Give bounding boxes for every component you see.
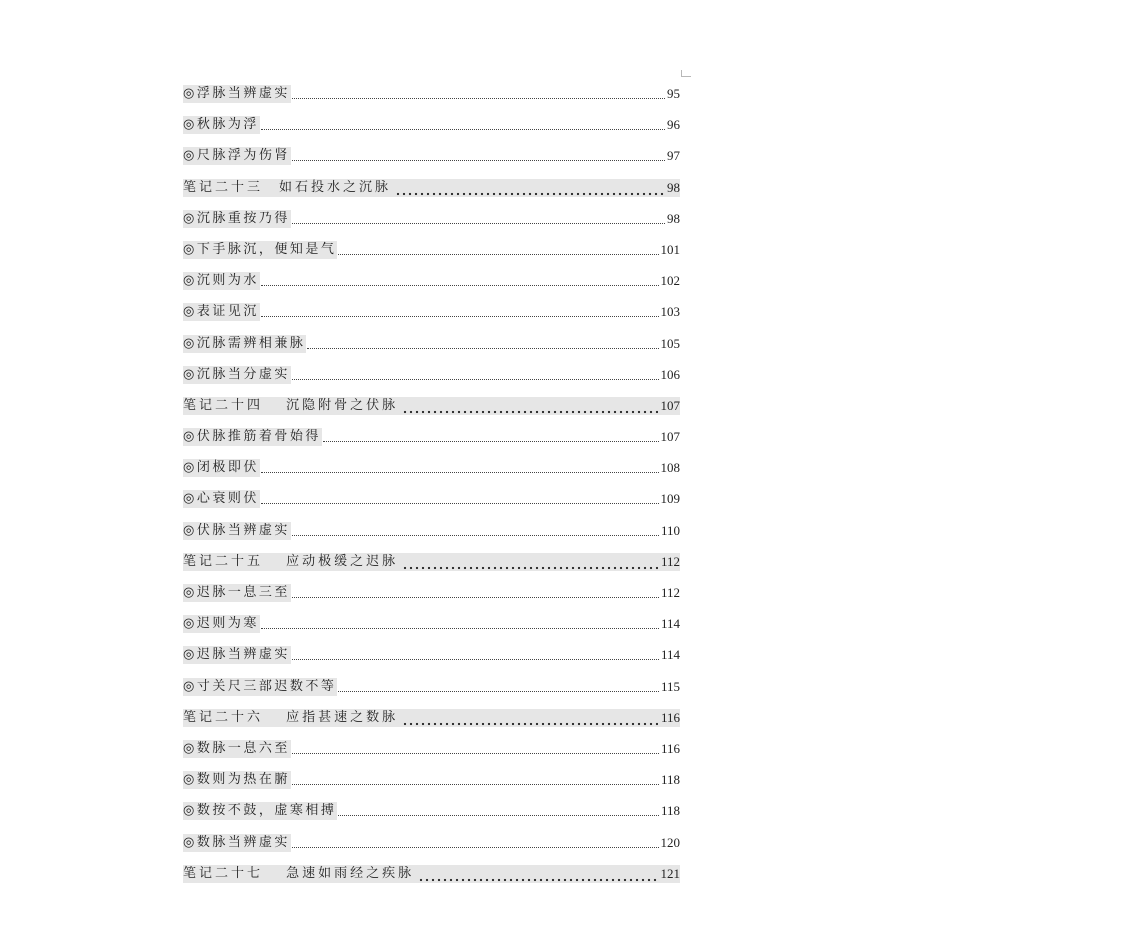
toc-chapter-entry[interactable] <box>183 703 680 734</box>
toc-line <box>183 740 680 758</box>
toc-section-entry[interactable] <box>183 765 680 796</box>
toc-dot-leader <box>323 441 659 442</box>
toc-page-number: 118 <box>660 803 680 819</box>
toc-page-number: 105 <box>660 335 680 351</box>
toc-dot-leader <box>292 597 659 598</box>
toc-page-number: 112 <box>660 585 680 600</box>
toc-dot-leader <box>338 254 658 255</box>
toc-section-entry[interactable] <box>183 360 680 391</box>
toc-chapter-entry[interactable] <box>183 391 680 422</box>
toc-line <box>183 802 680 820</box>
toc-dot-leader <box>261 129 665 130</box>
toc-chapter-entry[interactable] <box>183 173 680 204</box>
toc-dot-leader <box>292 847 659 848</box>
toc-page-number: 115 <box>660 678 680 694</box>
toc-section-entry[interactable] <box>183 453 680 484</box>
toc-page-number: 120 <box>660 834 680 850</box>
toc-entry-title: 笔记二十三 如石投水之沉脉 <box>183 179 392 195</box>
toc-entry-title: ◎伏脉推筋着骨始得 <box>183 429 321 445</box>
toc-page-number: 108 <box>660 460 680 476</box>
toc-line <box>183 85 680 103</box>
toc-entry-title: ◎尺脉浮为伤肾 <box>183 148 290 164</box>
toc-line <box>183 147 680 165</box>
toc-entry-title: ◎数则为热在腑 <box>183 772 290 788</box>
toc-line <box>183 490 680 508</box>
toc-entry-title: ◎表证见沉 <box>183 304 259 320</box>
toc-line <box>183 678 680 696</box>
toc-dot-leader <box>261 472 659 473</box>
toc-entry-title: ◎闭极即伏 <box>183 460 259 476</box>
toc-entry-title: 笔记二十四 沉隐附骨之伏脉 <box>183 397 399 413</box>
toc-dot-leader <box>292 659 659 660</box>
toc-dot-leader <box>292 379 659 380</box>
toc-section-entry[interactable] <box>183 796 680 827</box>
toc-line <box>183 553 680 571</box>
toc-line <box>183 615 680 633</box>
toc-dot-leader <box>418 865 657 883</box>
toc-dot-leader <box>395 179 664 197</box>
toc-entry-title: ◎沉脉需辨相兼脉 <box>183 335 306 351</box>
toc-entry-title: ◎数脉当辨虚实 <box>183 834 290 850</box>
toc-line <box>183 303 680 321</box>
toc-line <box>183 397 680 415</box>
toc-page-number: 116 <box>660 709 680 725</box>
toc-entry-title: ◎沉脉重按乃得 <box>183 210 290 226</box>
toc-line <box>183 709 680 727</box>
toc-line <box>183 272 680 290</box>
toc-section-entry[interactable] <box>183 204 680 235</box>
toc-dot-leader <box>292 784 659 785</box>
toc-line <box>183 428 680 446</box>
toc-line <box>183 584 680 602</box>
toc-line <box>183 771 680 789</box>
toc-dot-leader <box>261 285 659 286</box>
toc-entry-title: ◎数脉一息六至 <box>183 740 290 756</box>
toc-line <box>183 116 680 134</box>
toc-line <box>183 210 680 228</box>
toc-page-number: 107 <box>660 429 680 445</box>
toc-section-entry[interactable] <box>183 141 680 172</box>
toc-page-number: 118 <box>660 772 680 788</box>
toc-page-number: 98 <box>667 210 680 226</box>
toc-page-number: 107 <box>660 397 680 413</box>
toc-entry-title: 笔记二十六 应指甚速之数脉 <box>183 709 399 725</box>
toc-entry-title: ◎沉脉当分虚实 <box>183 366 290 382</box>
toc-line <box>183 366 680 384</box>
toc-section-entry[interactable] <box>183 516 680 547</box>
toc-section-entry[interactable] <box>183 79 680 110</box>
toc-line <box>183 459 680 477</box>
toc-page-number: 95 <box>667 86 680 101</box>
toc-dot-leader <box>402 709 658 727</box>
toc-dot-leader <box>338 815 659 816</box>
table-of-contents <box>183 79 680 890</box>
page-corner-marker <box>681 70 691 77</box>
toc-dot-leader <box>261 503 659 504</box>
toc-entry-title: ◎心衰则伏 <box>183 491 259 507</box>
toc-chapter-entry[interactable] <box>183 859 680 890</box>
toc-entry-title: ◎浮脉当辨虚实 <box>183 86 290 101</box>
toc-page-number: 101 <box>660 241 680 257</box>
toc-page-number: 112 <box>660 553 680 569</box>
toc-section-entry[interactable] <box>183 235 680 266</box>
toc-entry-title: ◎秋脉为浮 <box>183 117 259 133</box>
toc-page-number: 110 <box>660 522 680 538</box>
toc-chapter-entry[interactable] <box>183 547 680 578</box>
toc-entry-title: ◎寸关尺三部迟数不等 <box>183 678 337 694</box>
toc-section-entry[interactable] <box>183 484 680 515</box>
toc-page-number: 97 <box>667 148 680 164</box>
toc-page-number: 116 <box>660 740 680 756</box>
toc-dot-leader <box>292 98 665 99</box>
toc-section-entry[interactable] <box>183 672 680 703</box>
toc-line <box>183 865 680 883</box>
toc-section-entry[interactable] <box>183 734 680 765</box>
toc-entry-title: ◎沉则为水 <box>183 273 259 289</box>
toc-dot-leader <box>292 223 665 224</box>
toc-section-entry[interactable] <box>183 609 680 640</box>
toc-entry-title: ◎迟脉一息三至 <box>183 585 290 600</box>
toc-page-number: 96 <box>667 117 680 133</box>
toc-dot-leader <box>307 348 658 349</box>
toc-dot-leader <box>402 553 658 571</box>
toc-page-number: 106 <box>660 366 680 382</box>
toc-entry-title: 笔记二十五 应动极缓之迟脉 <box>183 553 399 569</box>
toc-entry-title: ◎伏脉当辨虚实 <box>183 522 290 538</box>
toc-line <box>183 241 680 259</box>
toc-dot-leader <box>292 753 659 754</box>
toc-section-entry[interactable] <box>183 266 680 297</box>
toc-section-entry[interactable] <box>183 422 680 453</box>
toc-page-number: 121 <box>660 865 680 881</box>
toc-section-entry[interactable] <box>183 110 680 141</box>
toc-section-entry[interactable] <box>183 329 680 360</box>
toc-entry-title: ◎迟脉当辨虚实 <box>183 647 290 663</box>
toc-entry-title: 笔记二十七 急速如雨经之疾脉 <box>183 865 415 881</box>
toc-section-entry[interactable] <box>183 640 680 671</box>
toc-line <box>183 179 680 197</box>
toc-line <box>183 834 680 852</box>
toc-page-number: 109 <box>660 491 680 507</box>
toc-page-number: 102 <box>660 273 680 289</box>
toc-line <box>183 522 680 540</box>
toc-dot-leader <box>261 316 659 317</box>
toc-page-number: 114 <box>660 616 680 632</box>
toc-line <box>183 646 680 664</box>
toc-entry-title: ◎数按不鼓，虚寒相搏 <box>183 803 337 819</box>
toc-dot-leader <box>338 691 659 692</box>
toc-section-entry[interactable] <box>183 828 680 859</box>
toc-entry-title: ◎迟则为寒 <box>183 616 259 632</box>
toc-page-number: 114 <box>660 647 680 663</box>
toc-entry-title: ◎下手脉沉，便知是气 <box>183 241 337 257</box>
toc-dot-leader <box>402 397 657 415</box>
toc-line <box>183 335 680 353</box>
toc-dot-leader <box>292 535 659 536</box>
toc-dot-leader <box>261 628 659 629</box>
toc-section-entry[interactable] <box>183 578 680 609</box>
toc-section-entry[interactable] <box>183 297 680 328</box>
toc-dot-leader <box>292 160 665 161</box>
toc-page-number: 98 <box>667 179 680 195</box>
toc-page-number: 103 <box>660 304 680 320</box>
